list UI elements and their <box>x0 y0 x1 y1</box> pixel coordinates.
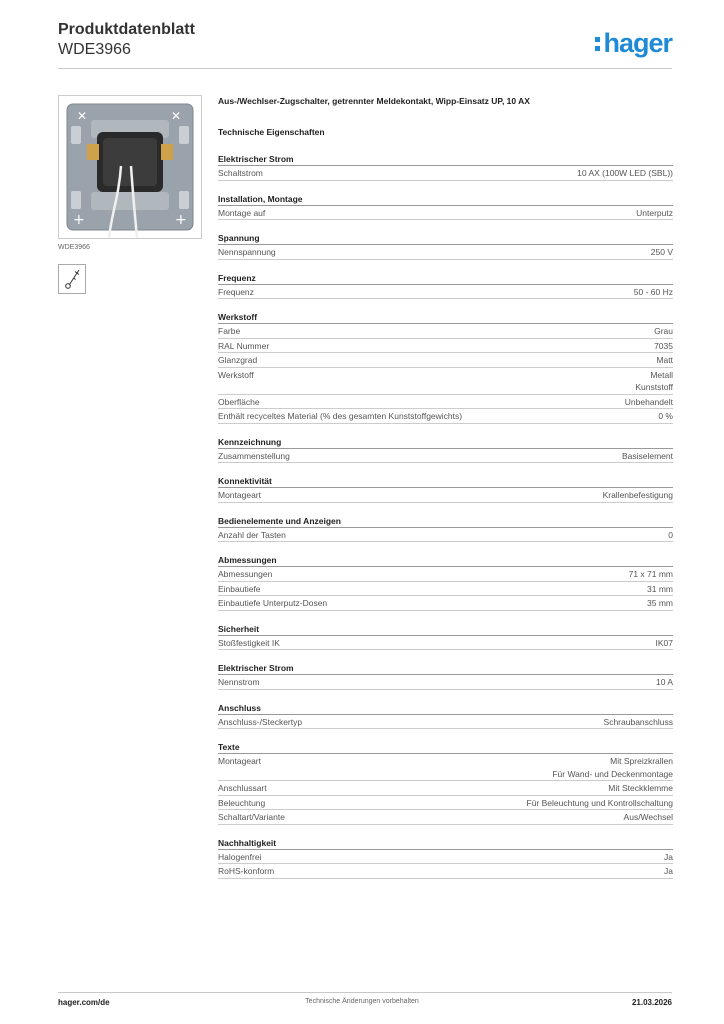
section-heading: Elektrischer Strom <box>218 141 673 166</box>
spec-label: Anzahl der Tasten <box>218 529 286 540</box>
section-heading: Nachhaltigkeit <box>218 825 673 850</box>
spec-row <box>218 353 673 368</box>
document-title: Produktdatenblatt <box>58 21 195 38</box>
spec-value: 10 A <box>655 677 673 687</box>
spec-label: Schaltart/Variante <box>218 812 285 822</box>
spec-label: Glanzgrad <box>218 355 258 365</box>
tech-properties-heading: Technische Eigenschaften <box>218 127 325 137</box>
section-heading: Spannung <box>218 220 673 245</box>
svg-text:✕: ✕ <box>77 109 88 123</box>
product-description: Aus-/Wechlser-Zugschalter, getrennter Meldekontakt, Wipp-Einsatz UP, 10 AX <box>218 96 530 106</box>
svg-text:+: + <box>73 212 85 228</box>
spec-row <box>218 567 673 582</box>
page-header <box>58 20 195 60</box>
spec-label: Anschlussart <box>218 783 267 793</box>
spec-value: Grau <box>654 326 673 336</box>
section-heading: Texte <box>218 729 673 754</box>
spec-label: Frequenz <box>218 286 254 297</box>
spec-label: Enthält recyceltes Material (% des gesamten Kunststoffgewichts) <box>218 411 463 421</box>
spec-value: Matt <box>656 355 673 365</box>
spec-label: Farbe <box>218 326 241 336</box>
footer-website: hager.com/de <box>58 998 110 1007</box>
spec-label: Anschluss-/Steckertyp <box>218 716 303 727</box>
section-heading: Kennzeichnung <box>218 424 673 449</box>
section-heading: Bedienelemente und Anzeigen <box>218 503 673 528</box>
product-code-heading: WDE3966 <box>58 41 131 58</box>
spec-label: Einbautiefe Unterputz-Dosen <box>218 598 328 608</box>
spec-row <box>218 582 673 597</box>
footer-divider <box>58 992 672 993</box>
spec-label: Zusammenstellung <box>218 450 290 461</box>
spec-row <box>218 715 673 730</box>
spec-label: Beleuchtung <box>218 797 266 808</box>
spec-row <box>218 781 673 796</box>
spec-value: 31 mm <box>647 583 673 594</box>
spec-value: 250 V <box>650 247 673 257</box>
spec-value: Ja <box>664 866 673 876</box>
spec-value: Mit Steckklemme <box>608 783 673 793</box>
spec-content <box>218 96 673 879</box>
footer-disclaimer: Technische Änderungen vorbehalten <box>305 998 419 1005</box>
spec-row <box>218 675 673 690</box>
spec-row <box>218 449 673 464</box>
spec-label: Stoßfestigkeit IK <box>218 637 280 648</box>
spec-value: 0 % <box>658 411 673 421</box>
spec-row <box>218 528 673 543</box>
spec-value: Schraubanschluss <box>603 716 673 727</box>
spec-row <box>218 754 673 781</box>
spec-row <box>218 850 673 865</box>
spec-label: Werkstoff <box>218 369 254 380</box>
spec-value: Mit Spreizkrallen Für Wand- und Deckenmontage <box>552 756 673 779</box>
spec-row <box>218 488 673 503</box>
svg-text:+: + <box>175 212 187 228</box>
spec-value: 10 AX (100W LED (SBL)) <box>577 168 673 178</box>
section-heading: Sicherheit <box>218 611 673 636</box>
spec-value: 50 - 60 Hz <box>633 286 673 297</box>
spec-row <box>218 339 673 354</box>
section-heading: Konnektivität <box>218 463 673 488</box>
spec-value: Unterputz <box>636 207 673 218</box>
spec-value: IK07 <box>655 637 673 648</box>
spec-label: RoHS-konform <box>218 866 275 876</box>
spec-row <box>218 368 673 395</box>
spec-row <box>218 636 673 651</box>
section-heading: Elektrischer Strom <box>218 650 673 675</box>
spec-value: Aus/Wechsel <box>623 812 673 822</box>
spec-row <box>218 395 673 410</box>
spec-row <box>218 810 673 825</box>
spec-label: Abmessungen <box>218 569 273 579</box>
switch-insert-illustration <box>59 96 201 238</box>
spec-row <box>218 285 673 300</box>
logo-dots-icon <box>595 28 602 54</box>
spec-label: Montageart <box>218 756 261 766</box>
spec-row <box>218 596 673 611</box>
spec-value: Basiselement <box>621 450 673 461</box>
section-heading: Werkstoff <box>218 299 673 324</box>
section-heading: Frequenz <box>218 260 673 285</box>
spec-row <box>218 796 673 811</box>
header-divider <box>58 68 672 69</box>
section-heading: Installation, Montage <box>218 181 673 206</box>
spec-value: 0 <box>668 529 673 540</box>
spec-row <box>218 409 673 424</box>
logo-text: hager <box>603 28 672 58</box>
spec-row <box>218 324 673 339</box>
spec-label: RAL Nummer <box>218 340 270 351</box>
svg-text:✕: ✕ <box>171 109 182 123</box>
spec-row <box>218 166 673 181</box>
spec-value: 71 x 71 mm <box>628 569 673 579</box>
spec-label: Oberfläche <box>218 396 260 407</box>
spec-label: Halogenfrei <box>218 851 262 862</box>
section-heading: Abmessungen <box>218 542 673 567</box>
spec-label: Montageart <box>218 490 261 500</box>
spec-label: Nennstrom <box>218 677 260 687</box>
footer-date: 21.03.2026 <box>631 998 672 1007</box>
product-image <box>58 95 202 239</box>
spec-row <box>218 864 673 879</box>
hager-logo <box>595 28 672 59</box>
spec-label: Montage auf <box>218 207 266 218</box>
spec-value: Für Beleuchtung und Kontrollschaltung <box>526 797 673 808</box>
spec-label: Einbautiefe <box>218 583 261 594</box>
spec-sections <box>218 141 673 879</box>
spec-value: Ja <box>664 851 673 862</box>
spec-label: Schaltstrom <box>218 168 263 178</box>
image-caption: WDE3966 <box>58 244 90 251</box>
spec-value: Metall Kunststoff <box>635 369 673 392</box>
spec-value: 7035 <box>654 340 673 351</box>
spec-value: 35 mm <box>647 598 673 608</box>
spec-label: Nennspannung <box>218 247 276 257</box>
spec-value: Krallenbefestigung <box>602 490 673 500</box>
spec-row <box>218 206 673 221</box>
spec-row <box>218 245 673 260</box>
switch-symbol-icon <box>58 264 86 294</box>
spec-value: Unbehandelt <box>624 396 673 407</box>
section-heading: Anschluss <box>218 690 673 715</box>
